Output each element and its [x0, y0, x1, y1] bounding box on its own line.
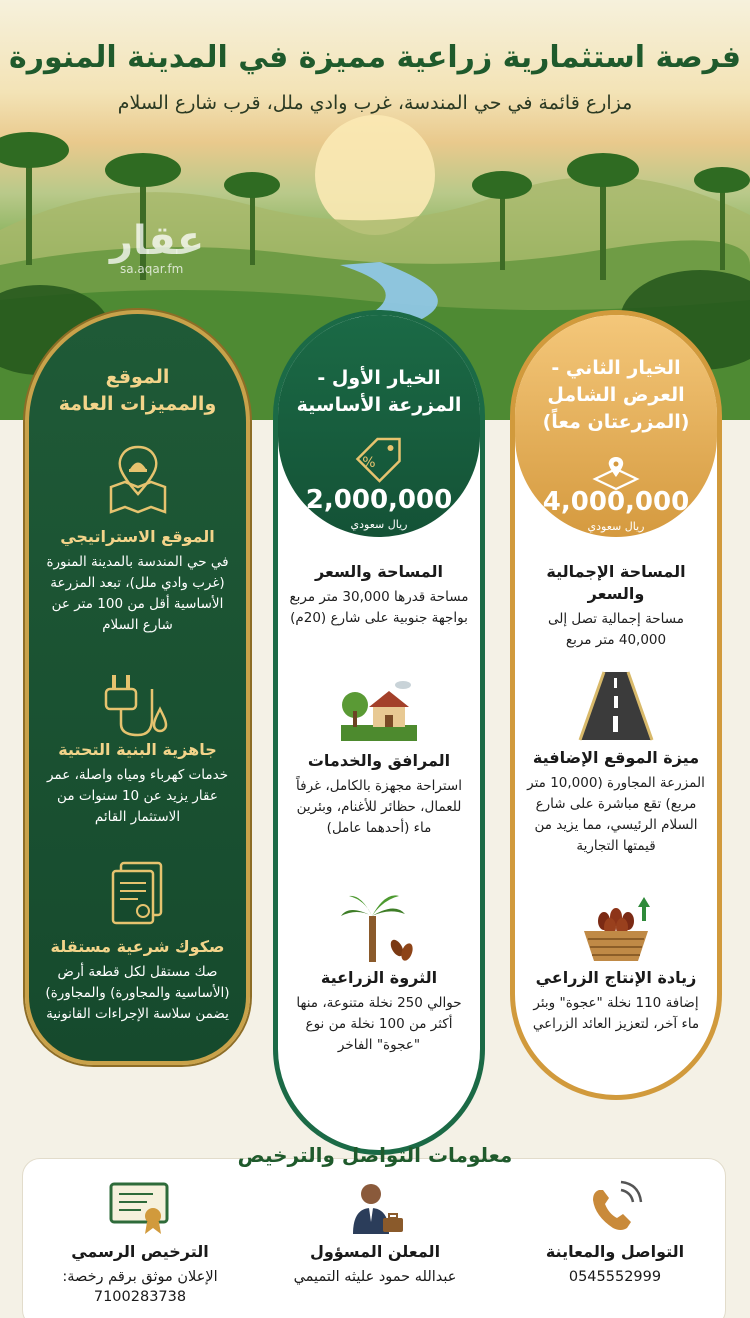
feature-text: إضافة 110 نخلة "عجوة" وبئر ماء آخر، لتعزيز العائد الزراعي	[532, 995, 700, 1032]
feature-title: المساحة الإجمالية والسعر	[546, 562, 686, 603]
feature-text: حوالي 250 نخلة متنوعة، منها أكثر من 100 نخلة من نوع "عجوة" الفاخر	[296, 995, 462, 1053]
feature-text: المزرعة المجاورة (10,000 متر مربع) تقع مباشرة على شارع السلام الرئيسي، مما يزيد من قيمتها التجارية	[527, 775, 705, 854]
feature-text: خدمات كهرباء ومياه واصلة، عمر عقار يزيد عن 10 سنوات من الاستثمار القائم	[46, 767, 229, 825]
feature-strategic-location	[37, 526, 238, 636]
contact-title: معلومات التواصل والترخيص	[237, 1143, 513, 1167]
dates-basket-icon	[576, 893, 656, 965]
feature-facilities	[286, 750, 472, 839]
card-title-line: والمميزات العامة	[58, 393, 217, 415]
feature-title: المرافق والخدمات	[307, 751, 451, 770]
feature-title: جاهزية البنية التحتية	[58, 740, 217, 759]
feature-title: ميزة الموقع الإضافية	[532, 748, 700, 767]
contact-item-text: عبدالله حمود عليثه التميمي	[293, 1269, 457, 1285]
road-icon	[576, 670, 656, 742]
contact-item-title: المعلن المسؤول	[309, 1242, 441, 1261]
farmhouse-icon	[339, 677, 419, 745]
feature-title: صكوك شرعية مستقلة	[50, 937, 225, 956]
price-tag-icon	[352, 433, 407, 485]
feature-infrastructure	[37, 739, 238, 828]
feature-title: المساحة والسعر	[314, 562, 443, 581]
card-title	[529, 355, 703, 436]
contact-item-title: الترخيص الرسمي	[71, 1242, 209, 1261]
watermark-logo: عقار	[110, 218, 205, 264]
page-subtitle: مزارع قائمة في حي المندسة، غرب وادي ملل، قرب شارع السلام	[117, 92, 633, 114]
person-briefcase-icon	[345, 1180, 405, 1236]
document-icon	[103, 859, 173, 929]
feature-title: الموقع الاستراتيجي	[60, 527, 215, 546]
price-currency: ريال سعودي	[587, 520, 645, 533]
card-title	[43, 364, 232, 418]
feature-text: في حي المندسة بالمدينة المنورة (غرب وادي ملل)، تبعد المزرعة الأساسية أقل من 100 متر عن شارع السلام	[46, 554, 229, 633]
card-title-line: الموقع	[105, 366, 170, 388]
feature-agricultural-wealth	[286, 967, 472, 1056]
phone-icon	[585, 1180, 645, 1236]
feature-title: الثروة الزراعية	[320, 968, 438, 987]
feature-title: زيادة الإنتاج الزراعي	[535, 968, 697, 987]
certificate-icon	[107, 1180, 173, 1236]
feature-area-price	[286, 561, 472, 629]
card-title-line: العرض الشامل	[547, 384, 685, 406]
feature-extra-location	[523, 747, 709, 857]
card-title-line: (المزرعتان معاً)	[542, 411, 690, 433]
contact-license	[30, 1180, 250, 1307]
option-one-card	[273, 310, 485, 1155]
contact-item-text: الإعلان موثق برقم رخصة: 7100283738	[62, 1269, 218, 1305]
feature-text: صك مستقل لكل قطعة أرض (الأساسية والمجاورة) والمجاورة) يضمن سلاسة الإجراءات القانونية	[45, 964, 230, 1022]
contact-item-text[interactable]: 0545552999	[568, 1269, 662, 1285]
feature-text: مساحة إجمالية تصل إلى 40,000 متر مربع	[547, 611, 685, 648]
contact-phone[interactable]	[505, 1180, 725, 1287]
feature-total-area	[523, 561, 709, 651]
map-pin-icon	[103, 442, 173, 517]
palm-dates-icon	[339, 890, 419, 965]
price-currency: ريال سعودي	[350, 518, 408, 531]
card-title-line: الخيار الثاني -	[551, 357, 681, 379]
card-title	[292, 365, 466, 419]
card-title-line: المزرعة الأساسية	[296, 394, 462, 416]
location-icon	[591, 455, 641, 491]
card-title-line: الخيار الأول -	[317, 367, 441, 389]
contact-advertiser	[265, 1180, 485, 1287]
contact-item-title: التواصل والمعاينة	[545, 1242, 685, 1261]
feature-production-increase	[523, 967, 709, 1035]
option-price: 4,000,000	[542, 487, 690, 517]
option-price: 2,000,000	[305, 485, 453, 515]
watermark-site: sa.aqar.fm	[120, 262, 184, 276]
feature-legal-deeds	[37, 936, 238, 1025]
page-title: فرصة استثمارية زراعية مميزة في المدينة المنورة	[9, 40, 741, 75]
plug-water-icon	[98, 669, 178, 739]
feature-text: استراحة مجهزة بالكامل، غرفاً للعمال، حظائر للأغنام، وبئرين ماء (أحدهما عامل)	[296, 778, 462, 836]
option-two-card	[510, 310, 722, 1100]
general-features-card	[25, 310, 250, 1065]
svg-text:%: %	[362, 455, 376, 471]
feature-text: مساحة قدرها 30,000 متر مربع بواجهة جنوبية على شارع (20م)	[289, 589, 469, 626]
